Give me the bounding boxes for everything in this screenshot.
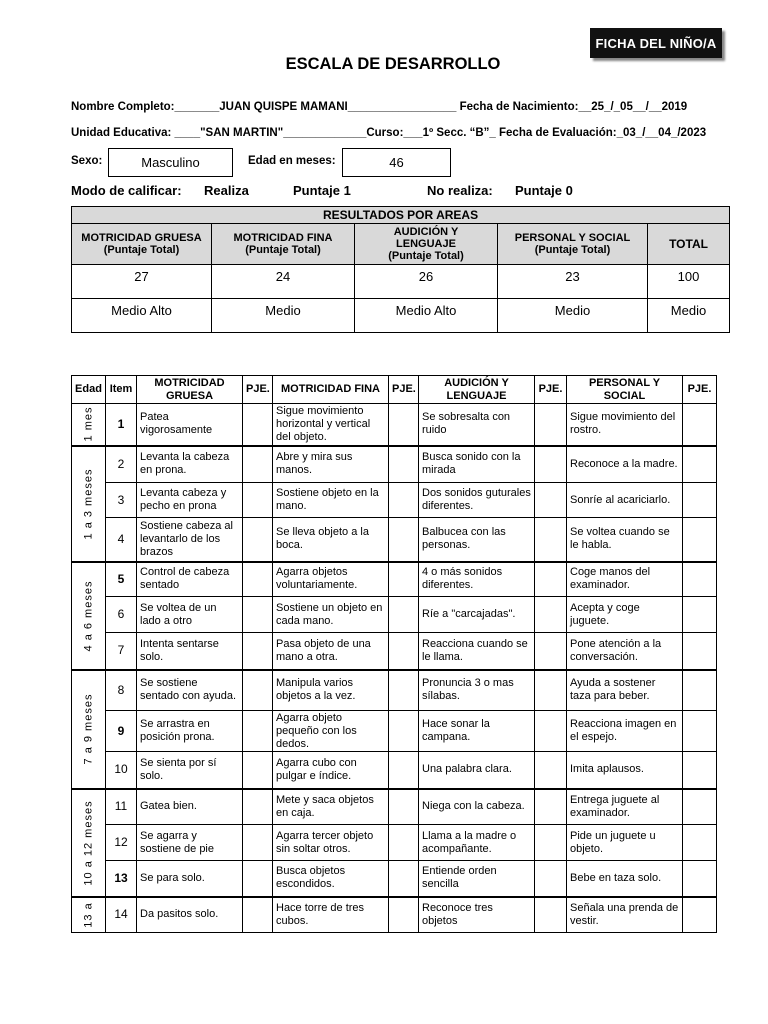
pje-cell — [683, 670, 717, 711]
motricidad-fina-cell: Agarra cubo con pulgar e índice. — [273, 752, 389, 789]
mode-puntaje1: Puntaje 1 — [293, 183, 351, 198]
item-number: 12 — [106, 825, 137, 861]
personal-social-cell: Entrega juguete al examinador. — [567, 789, 683, 825]
results-title: RESULTADOS POR AREAS — [72, 207, 730, 224]
table-row — [72, 825, 717, 861]
results-header-total: TOTAL — [648, 224, 730, 265]
table-row — [72, 752, 717, 789]
motricidad-fina-cell: Abre y mira sus manos. — [273, 446, 389, 483]
item-number: 11 — [106, 789, 137, 825]
age-group-cell — [72, 446, 106, 562]
motricidad-gruesa-cell: Se sienta por sí solo. — [137, 752, 243, 789]
header-personal-social: PERSONAL Y SOCIAL — [567, 376, 683, 404]
personal-social-cell: Señala una prenda de vestir. — [567, 897, 683, 933]
motricidad-gruesa-cell: Control de cabeza sentado — [137, 562, 243, 597]
pje-cell — [683, 825, 717, 861]
personal-social-cell: Bebe en taza solo. — [567, 861, 683, 897]
pje-cell — [389, 404, 419, 446]
item-number: 8 — [106, 670, 137, 711]
table-row — [72, 597, 717, 633]
sexo-value: Masculino — [108, 148, 233, 177]
level-ps: Medio — [498, 299, 648, 333]
audicion-lenguaje-cell: Reconoce tres objetos — [419, 897, 535, 933]
motricidad-fina-cell: Pasa objeto de una mano a otra. — [273, 633, 389, 670]
header-audicion-lenguaje: AUDICIÓN Y LENGUAJE — [419, 376, 535, 404]
motricidad-fina-cell: Busca objetos escondidos. — [273, 861, 389, 897]
motricidad-fina-cell: Hace torre de tres cubos. — [273, 897, 389, 933]
personal-social-cell: Acepta y coge juguete. — [567, 597, 683, 633]
pje-cell — [389, 633, 419, 670]
age-group-label: 1 mes — [82, 406, 94, 442]
personal-social-cell: Se voltea cuando se le habla. — [567, 518, 683, 562]
mode-no-realiza: No realiza: — [427, 183, 493, 198]
motricidad-gruesa-cell: Se agarra y sostiene de pie — [137, 825, 243, 861]
score-ps: 23 — [498, 265, 648, 299]
age-group-cell — [72, 670, 106, 789]
personal-social-cell: Reconoce a la madre. — [567, 446, 683, 483]
motricidad-gruesa-cell: Patea vigorosamente — [137, 404, 243, 446]
motricidad-gruesa-cell: Se para solo. — [137, 861, 243, 897]
audicion-lenguaje-cell: Entiende orden sencilla — [419, 861, 535, 897]
table-row — [72, 404, 717, 446]
motricidad-gruesa-cell: Levanta la cabeza en prona. — [137, 446, 243, 483]
item-number: 6 — [106, 597, 137, 633]
audicion-lenguaje-cell: Dos sonidos guturales diferentes. — [419, 483, 535, 518]
level-total: Medio — [648, 299, 730, 333]
personal-social-cell: Ayuda a sostener taza para beber. — [567, 670, 683, 711]
personal-social-cell: Sigue movimiento del rostro. — [567, 404, 683, 446]
pje-cell — [683, 633, 717, 670]
pje-cell — [389, 752, 419, 789]
personal-social-cell: Sonríe al acariciarlo. — [567, 483, 683, 518]
table-row — [72, 518, 717, 562]
age-group-label: 10 a 12 meses — [82, 799, 94, 886]
pje-cell — [243, 752, 273, 789]
pje-cell — [389, 518, 419, 562]
item-number: 2 — [106, 446, 137, 483]
motricidad-fina-cell: Manipula varios objetos a la vez. — [273, 670, 389, 711]
motricidad-fina-cell: Agarra objetos voluntariamente. — [273, 562, 389, 597]
pje-cell — [243, 446, 273, 483]
header-motricidad-gruesa: MOTRICIDAD GRUESA — [137, 376, 243, 404]
item-number: 9 — [106, 711, 137, 752]
pje-cell — [243, 518, 273, 562]
motricidad-fina-cell: Se lleva objeto a la boca. — [273, 518, 389, 562]
header-pje: PJE. — [243, 376, 273, 404]
motricidad-fina-cell: Sigue movimiento horizontal y vertical del objeto. — [273, 404, 389, 446]
age-group-label: 7 a 9 meses — [82, 693, 94, 765]
mode-label: Modo de calificar: — [71, 183, 182, 198]
motricidad-gruesa-cell: Se sostiene sentado con ayuda. — [137, 670, 243, 711]
table-row — [72, 789, 717, 825]
level-mg: Medio Alto — [72, 299, 212, 333]
name-birth-line: Nombre Completo:_______JUAN QUISPE MAMANI_________________ Fecha de Nacimiento:__25_/_05__/__2019 — [71, 101, 688, 113]
results-table — [71, 206, 730, 333]
pje-cell — [535, 752, 567, 789]
edad-value: 46 — [342, 148, 451, 177]
audicion-lenguaje-cell: Una palabra clara. — [419, 752, 535, 789]
score-total: 100 — [648, 265, 730, 299]
item-number: 5 — [106, 562, 137, 597]
item-number: 14 — [106, 897, 137, 933]
mode-puntaje0: Puntaje 0 — [515, 183, 573, 198]
age-group-label: 1 a 3 meses — [82, 468, 94, 539]
item-number: 4 — [106, 518, 137, 562]
item-number: 13 — [106, 861, 137, 897]
header-motricidad-fina: MOTRICIDAD FINA — [273, 376, 389, 404]
header-pje: PJE. — [389, 376, 419, 404]
level-al: Medio Alto — [355, 299, 498, 333]
audicion-lenguaje-cell: 4 o más sonidos diferentes. — [419, 562, 535, 597]
pje-cell — [535, 897, 567, 933]
page-title: ESCALA DE DESARROLLO — [285, 55, 501, 73]
table-row — [72, 446, 717, 483]
pje-cell — [535, 633, 567, 670]
header-pje: PJE. — [535, 376, 567, 404]
personal-social-cell: Imita aplausos. — [567, 752, 683, 789]
audicion-lenguaje-cell: Ríe a "carcajadas". — [419, 597, 535, 633]
pje-cell — [243, 861, 273, 897]
personal-social-cell: Pide un juguete u objeto. — [567, 825, 683, 861]
motricidad-gruesa-cell: Se voltea de un lado a otro — [137, 597, 243, 633]
pje-cell — [535, 825, 567, 861]
personal-social-cell: Pone atención a la conversación. — [567, 633, 683, 670]
audicion-lenguaje-cell: Balbucea con las personas. — [419, 518, 535, 562]
pje-cell — [535, 711, 567, 752]
pje-cell — [243, 483, 273, 518]
pje-cell — [389, 597, 419, 633]
pje-cell — [535, 518, 567, 562]
item-number: 7 — [106, 633, 137, 670]
scale-table — [71, 375, 717, 933]
pje-cell — [683, 446, 717, 483]
table-row — [72, 861, 717, 897]
results-header-ps: PERSONAL Y SOCIAL (Puntaje Total) — [498, 224, 648, 265]
audicion-lenguaje-cell: Reacciona cuando se le llama. — [419, 633, 535, 670]
pje-cell — [243, 597, 273, 633]
results-header-mg: MOTRICIDAD GRUESA (Puntaje Total) — [72, 224, 212, 265]
pje-cell — [683, 483, 717, 518]
pje-cell — [243, 404, 273, 446]
pje-cell — [683, 897, 717, 933]
audicion-lenguaje-cell: Busca sonido con la mirada — [419, 446, 535, 483]
pje-cell — [389, 562, 419, 597]
pje-cell — [243, 562, 273, 597]
pje-cell — [243, 897, 273, 933]
age-group-cell — [72, 789, 106, 897]
pje-cell — [389, 446, 419, 483]
pje-cell — [389, 483, 419, 518]
pje-cell — [683, 404, 717, 446]
audicion-lenguaje-cell: Niega con la cabeza. — [419, 789, 535, 825]
score-mf: 24 — [212, 265, 355, 299]
pje-cell — [683, 711, 717, 752]
pje-cell — [389, 670, 419, 711]
pje-cell — [535, 446, 567, 483]
motricidad-fina-cell: Sostiene un objeto en cada mano. — [273, 597, 389, 633]
pje-cell — [389, 711, 419, 752]
pje-cell — [389, 789, 419, 825]
pje-cell — [243, 670, 273, 711]
header-edad: Edad — [72, 376, 106, 404]
motricidad-gruesa-cell: Sostiene cabeza al levantarlo de los brazos — [137, 518, 243, 562]
pje-cell — [683, 597, 717, 633]
pje-cell — [535, 404, 567, 446]
item-number: 1 — [106, 404, 137, 446]
results-header-mf: MOTRICIDAD FINA (Puntaje Total) — [212, 224, 355, 265]
motricidad-fina-cell: Agarra tercer objeto sin soltar otros. — [273, 825, 389, 861]
age-group-cell — [72, 562, 106, 670]
level-mf: Medio — [212, 299, 355, 333]
age-group-label: 4 a 6 meses — [82, 580, 94, 651]
motricidad-gruesa-cell: Se arrastra en posición prona. — [137, 711, 243, 752]
edad-label: Edad en meses: — [248, 155, 336, 167]
table-row — [72, 897, 717, 933]
table-row — [72, 633, 717, 670]
pje-cell — [389, 861, 419, 897]
personal-social-cell: Coge manos del examinador. — [567, 562, 683, 597]
pje-cell — [535, 861, 567, 897]
sexo-label: Sexo: — [71, 155, 103, 167]
ficha-badge: FICHA DEL NIÑO/A — [590, 28, 722, 58]
pje-cell — [535, 562, 567, 597]
pje-cell — [535, 789, 567, 825]
score-al: 26 — [355, 265, 498, 299]
pje-cell — [243, 633, 273, 670]
pje-cell — [243, 825, 273, 861]
mode-realiza: Realiza — [204, 183, 249, 198]
age-group-label: 13 a — [82, 902, 94, 928]
table-row — [72, 562, 717, 597]
results-header-al: AUDICIÓN Y LENGUAJE (Puntaje Total) — [355, 224, 498, 265]
pje-cell — [535, 597, 567, 633]
audicion-lenguaje-cell: Se sobresalta con ruido — [419, 404, 535, 446]
motricidad-gruesa-cell: Levanta cabeza y pecho en prona — [137, 483, 243, 518]
motricidad-gruesa-cell: Gatea bien. — [137, 789, 243, 825]
pje-cell — [243, 789, 273, 825]
pje-cell — [683, 861, 717, 897]
motricidad-gruesa-cell: Intenta sentarse solo. — [137, 633, 243, 670]
pje-cell — [535, 483, 567, 518]
pje-cell — [683, 562, 717, 597]
pje-cell — [683, 752, 717, 789]
age-group-cell — [72, 404, 106, 446]
motricidad-fina-cell: Sostiene objeto en la mano. — [273, 483, 389, 518]
age-group-cell — [72, 897, 106, 933]
motricidad-fina-cell: Mete y saca objetos en caja. — [273, 789, 389, 825]
table-row — [72, 483, 717, 518]
pje-cell — [683, 518, 717, 562]
motricidad-fina-cell: Agarra objeto pequeño con los dedos. — [273, 711, 389, 752]
item-number: 3 — [106, 483, 137, 518]
motricidad-gruesa-cell: Da pasitos solo. — [137, 897, 243, 933]
audicion-lenguaje-cell: Pronuncia 3 o mas sílabas. — [419, 670, 535, 711]
audicion-lenguaje-cell: Llama a la madre o acompañante. — [419, 825, 535, 861]
audicion-lenguaje-cell: Hace sonar la campana. — [419, 711, 535, 752]
header-pje: PJE. — [683, 376, 717, 404]
pje-cell — [535, 670, 567, 711]
school-course-line: Unidad Educativa: ____"SAN MARTIN"_____________Curso:___1º Secc. “B”_ Fecha de Evaluación:_03_/__04_/2023 — [71, 127, 707, 139]
item-number: 10 — [106, 752, 137, 789]
pje-cell — [683, 789, 717, 825]
personal-social-cell: Reacciona imagen en el espejo. — [567, 711, 683, 752]
table-row — [72, 670, 717, 711]
table-row — [72, 711, 717, 752]
pje-cell — [389, 825, 419, 861]
header-item: Item — [106, 376, 137, 404]
pje-cell — [389, 897, 419, 933]
pje-cell — [243, 711, 273, 752]
score-mg: 27 — [72, 265, 212, 299]
